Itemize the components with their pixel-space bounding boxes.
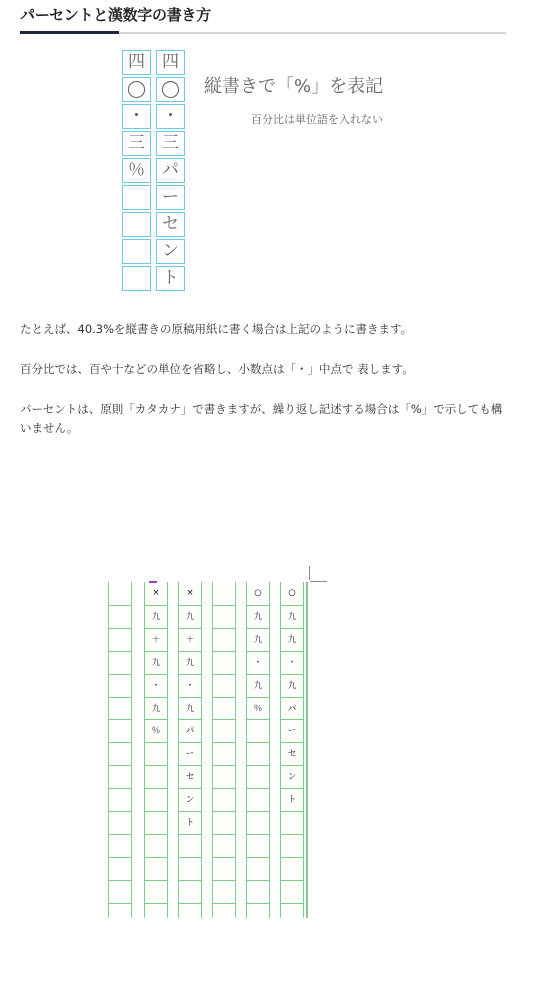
genkou-char: 九	[253, 611, 263, 622]
grid-line	[213, 834, 235, 835]
genkou-cell	[122, 239, 151, 264]
genkou-cell: ％	[122, 158, 151, 183]
genkou-char: 九	[287, 634, 297, 645]
genkou-char: 九	[151, 611, 161, 622]
genkou-char: ×	[152, 588, 160, 598]
grid-line	[109, 880, 131, 881]
crop-mark	[309, 566, 310, 580]
grid-line	[145, 834, 167, 835]
genkou-char: 九	[287, 680, 297, 691]
grid-line	[213, 719, 235, 720]
grid-line	[109, 742, 131, 743]
genkou-char: セ	[287, 749, 297, 760]
grid-line	[281, 880, 303, 881]
genkou-figure-comparison	[104, 580, 329, 920]
grid-line	[213, 788, 235, 789]
genkou-char: ・	[287, 657, 297, 668]
grid-line	[109, 651, 131, 652]
genkou-char: ＋	[151, 634, 161, 645]
genkou-char: ト	[185, 818, 195, 828]
crop-mark	[310, 581, 327, 582]
grid-line	[179, 857, 201, 858]
genkou-column	[246, 582, 270, 918]
grid-line	[247, 765, 269, 766]
grid-line	[145, 857, 167, 858]
genkou-column	[144, 582, 168, 918]
grid-line	[213, 811, 235, 812]
grid-line	[213, 605, 235, 606]
genkou-char: ・	[185, 680, 195, 691]
genkou-cell: ン	[156, 239, 185, 264]
genkou-cell: ・	[122, 104, 151, 129]
genkou-char: 九	[185, 611, 195, 622]
genkou-char: ×	[186, 588, 194, 598]
genkou-cell: 三	[122, 131, 151, 156]
section-heading: パーセントと漢数字の書き方	[20, 6, 211, 24]
genkou-cell: 四	[156, 50, 185, 75]
grid-line	[247, 857, 269, 858]
column-separator	[306, 582, 308, 918]
grid-line	[247, 903, 269, 904]
grid-line	[213, 651, 235, 652]
genkou-char: 九	[185, 657, 195, 668]
grid-line	[145, 788, 167, 789]
genkou-char: 九	[253, 680, 263, 691]
genkou-char: ％	[253, 703, 263, 714]
genkou-char: ○	[288, 588, 296, 598]
grid-line	[109, 834, 131, 835]
genkou-cell: ◯	[156, 77, 185, 102]
grid-line	[109, 605, 131, 606]
grid-line	[247, 742, 269, 743]
genkou-cell: 四	[122, 50, 151, 75]
genkou-char: ー	[287, 726, 297, 737]
genkou-cell: パ	[156, 158, 185, 183]
grid-line	[179, 903, 201, 904]
genkou-char: ＋	[185, 634, 195, 645]
grid-line	[281, 834, 303, 835]
grid-line	[281, 903, 303, 904]
grid-line	[145, 903, 167, 904]
genkou-cell: 三	[156, 131, 185, 156]
grid-line	[109, 628, 131, 629]
genkou-column	[280, 582, 304, 918]
grid-line	[109, 788, 131, 789]
genkou-char: ン	[287, 772, 297, 783]
paragraph-decimal-rule: 百分比では、百や十などの単位を省略し、小数点は「・」中点で 表します。	[20, 362, 414, 376]
heading-underline-accent	[20, 31, 119, 34]
genkou-column	[178, 582, 202, 918]
grid-line	[247, 719, 269, 720]
genkou-cell: ト	[156, 266, 185, 291]
grid-line	[213, 765, 235, 766]
grid-line	[213, 903, 235, 904]
grid-line	[109, 674, 131, 675]
figure-subtitle: 百分比は単位語を入れない	[251, 113, 383, 126]
genkou-cell	[122, 212, 151, 237]
genkou-char: 九	[185, 703, 195, 714]
genkou-char: ・	[253, 657, 263, 668]
grid-line	[247, 834, 269, 835]
grid-line	[145, 880, 167, 881]
grid-line	[109, 857, 131, 858]
genkou-char: 九	[151, 703, 161, 714]
grid-line	[109, 903, 131, 904]
grid-line	[179, 880, 201, 881]
genkou-cell: ◯	[122, 77, 151, 102]
genkou-char: ト	[287, 795, 297, 806]
genkou-column	[108, 582, 132, 918]
grid-line	[109, 765, 131, 766]
genkou-char: ン	[185, 795, 195, 806]
genkou-char: パ	[287, 703, 297, 714]
paragraph-example: たとえば、40.3%を縦書きの原稿用紙に書く場合は上記のように書きます。	[20, 322, 413, 336]
genkou-char: ％	[151, 726, 161, 737]
genkou-char: パ	[185, 726, 195, 737]
genkou-char: 九	[151, 657, 161, 668]
grid-line	[109, 719, 131, 720]
heading-underline	[119, 32, 506, 34]
grid-line	[145, 811, 167, 812]
grid-line	[145, 742, 167, 743]
genkou-char: セ	[185, 772, 195, 783]
grid-line	[247, 880, 269, 881]
genkou-cell: セ	[156, 212, 185, 237]
grid-line	[213, 742, 235, 743]
genkou-char: ○	[254, 588, 262, 598]
grid-line	[213, 628, 235, 629]
figure-title: 縦書きで「%」を表記	[204, 76, 384, 97]
genkou-cell: ー	[156, 185, 185, 210]
grid-line	[247, 811, 269, 812]
genkou-cell	[122, 266, 151, 291]
genkou-char: ー	[185, 749, 195, 760]
genkou-char: 九	[253, 634, 263, 645]
genkou-char: ・	[151, 680, 161, 691]
genkou-cell: ・	[156, 104, 185, 129]
grid-line	[213, 674, 235, 675]
genkou-char: 九	[287, 611, 297, 622]
grid-line	[281, 811, 303, 812]
grid-line	[109, 697, 131, 698]
grid-line	[213, 880, 235, 881]
grid-line	[213, 697, 235, 698]
genkou-column	[212, 582, 236, 918]
grid-line	[145, 765, 167, 766]
grid-line	[179, 834, 201, 835]
paragraph-percent-rule: パーセントは、原則「カタカナ」で書きますが、繰り返し記述する場合は「%」で示しても構いません。	[20, 402, 503, 435]
genkou-cell	[122, 185, 151, 210]
grid-line	[281, 857, 303, 858]
grid-line	[213, 857, 235, 858]
grid-line	[247, 788, 269, 789]
grid-line	[109, 811, 131, 812]
